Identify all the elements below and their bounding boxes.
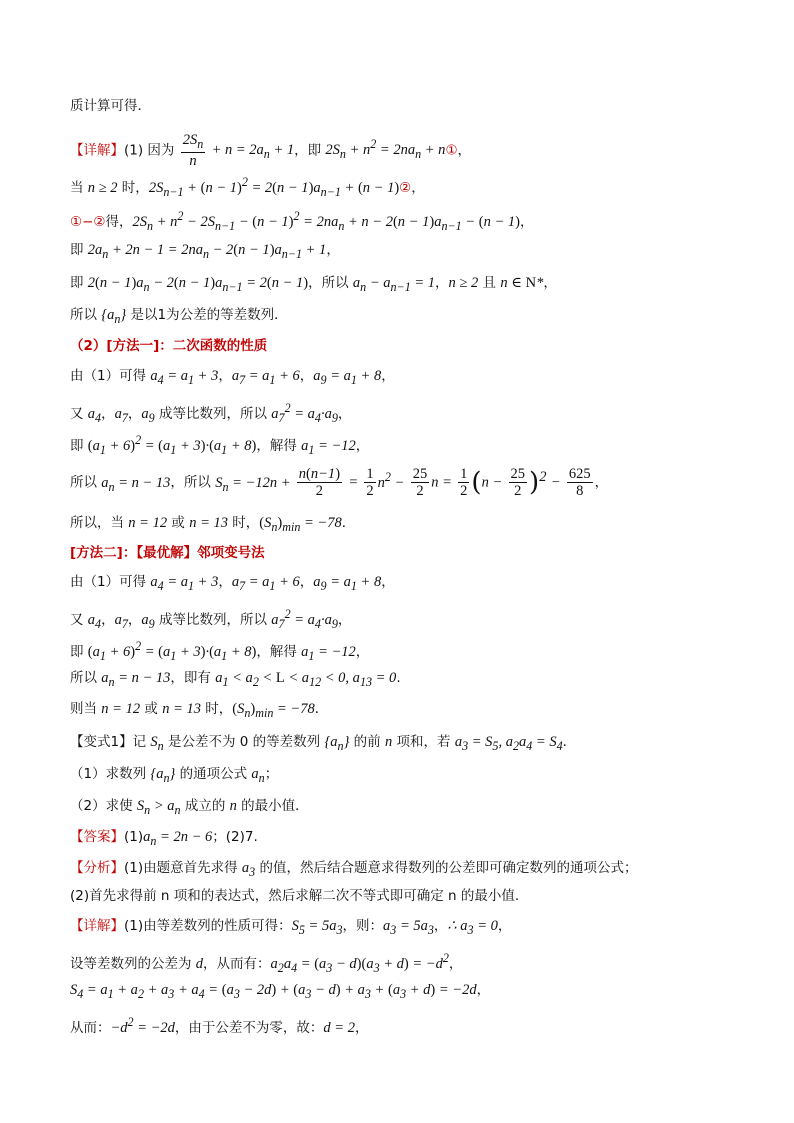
text-line-1 (70, 96, 760, 116)
variant-question-1: （1）求数列 $\{a_n\}$ 的通项公式 $a_n$； (70, 766, 279, 785)
text-line-18: 所以 $a_n = n - 13$，即有 $a_1 < a_2 < L < a_{12} < 0$, $a_{13} = 0$. (70, 670, 401, 689)
detail-line-4: 从而：$-d^2 = -2d$，由于公差不为零，故：d = 2， (70, 1015, 369, 1036)
text-line-11: 即 $(a_1 + 6)^2 = (a_1 + 3)\cdot(a_1 + 8)$，解得 $a_1 = -12$， (70, 433, 370, 457)
text-line-15: 由（1）可得 $a_4 = a_1 + 3$，$a_7 = a_1 + 6$，$a_9 = a_1 + 8$， (70, 574, 395, 593)
detail-line-2: 设等差数列的公差为 d，从而有：$a_2a_4 = (a_3 - d)(a_3 + d) = -d^2$， (70, 951, 463, 975)
text-line-12: 所以 $a_n = n - 13$，所以 $S_n = -12n$ + $\frac{n(n-1)}{2}$ = $\frac{1}{2}$ $n^2$ − $\frac{25}{2}$ n = $\frac{1}{2}$ (n − $\frac{25}{2}$ )$^2$ − $\frac{625}{8}$ ， (70, 466, 609, 499)
method-two-heading: [方法二]：【最优解】邻项变号法 (70, 545, 265, 561)
text-line-10: 又 $a_4$，$a_7$，$a_9$ 成等比数列，所以 $a_7^2 = a_4\cdot a_9$， (70, 401, 352, 425)
text-line-2: 【详解】(1) 因为 $\frac{2S_n}{n}$ + $n = 2a_n + 1$，即 $2S_n + n^2 = 2na_n$ + n①， (70, 132, 472, 169)
text-line-6: 即 $2(n - 1)a_n - 2(n - 1)a_{n-1} = 2(n - 1)$，所以 $a_n - a_{n-1} = 1$，n ≥ 2 且 n ∈ N*， (70, 275, 557, 294)
detail-line-1: 【详解】(1)由等差数列的性质可得：$S_5 = 5a_3$，则：$a_3 = 5a_3$，∴ $a_3 = 0$， (70, 918, 512, 937)
detail-line-3: $S_4 = a_1 + a_2 + a_3 + a_4 = (a_3 - 2d) + (a_3 - d) + a_3 + (a_3 + d) = -2d$， (70, 982, 491, 1001)
text-line-5: 即 $2a_n + 2n - 1 = 2na_n - 2(n - 1)a_{n-1} + 1$， (70, 242, 340, 261)
analysis-line-2: (2)首先求得前 n 项和的表达式，然后求解二次不等式即可确定 n 的最小值. (70, 888, 520, 904)
text-line-19: 则当 n = 12 或 n = 13 时，$(S_n)_{min} = -78$． (70, 701, 329, 720)
variant-question-2: （2）求使 $S_n > a_n$ 成立的 n 的最小值． (70, 798, 309, 817)
method-one-heading: （2）[方法一]：二次函数的性质 (70, 338, 268, 354)
text-line-9: 由（1）可得 $a_4 = a_1 + 3$，$a_7 = a_1 + 6$，$a_9 = a_1 + 8$， (70, 368, 395, 387)
variant-problem: 【变式1】记 $S_n$ 是公差不为 0 的等差数列 $\{a_n\}$ 的前 n 项和，若 $a_3 = S_5$, $a_2a_4 = S_4$． (70, 734, 577, 753)
lead-in-text: 质计算可得． (70, 98, 151, 114)
answer-line: 【答案】$(1)a_n = 2n - 6$；(2)7. (70, 829, 258, 848)
text-line-17: 即 $(a_1 + 6)^2 = (a_1 + 3)\cdot(a_1 + 8)$，解得 $a_1 = -12$， (70, 639, 370, 663)
text-line-13: 所以，当 n = 12 或 n = 13 时，$(S_n)_{min} = -78$． (70, 515, 356, 534)
text-line-16: 又 $a_4$，$a_7$，$a_9$ 成等比数列，所以 $a_7^2 = a_4\cdot a_9$， (70, 607, 352, 631)
text-line-3: 当 n ≥ 2 时，$2S_{n-1} + (n - 1)^2 = 2(n - 1)a_{n-1} + (n$ − 1)②， (70, 175, 425, 199)
text-line-4: ①−②得，$2S_n + n^2 - 2S_{n-1} - (n - 1)^2 = 2na_n + n - 2(n - 1)a_{n-1} - (n - 1)$， (70, 209, 534, 233)
text-line-7: 所以 $\{a_n\}$ 是以1为公差的等差数列． (70, 307, 288, 326)
analysis-line-1: 【分析】(1)由题意首先求得 $a_3$ 的值，然后结合题意求得数列的公差即可确定数列的通项公式； (70, 860, 638, 879)
